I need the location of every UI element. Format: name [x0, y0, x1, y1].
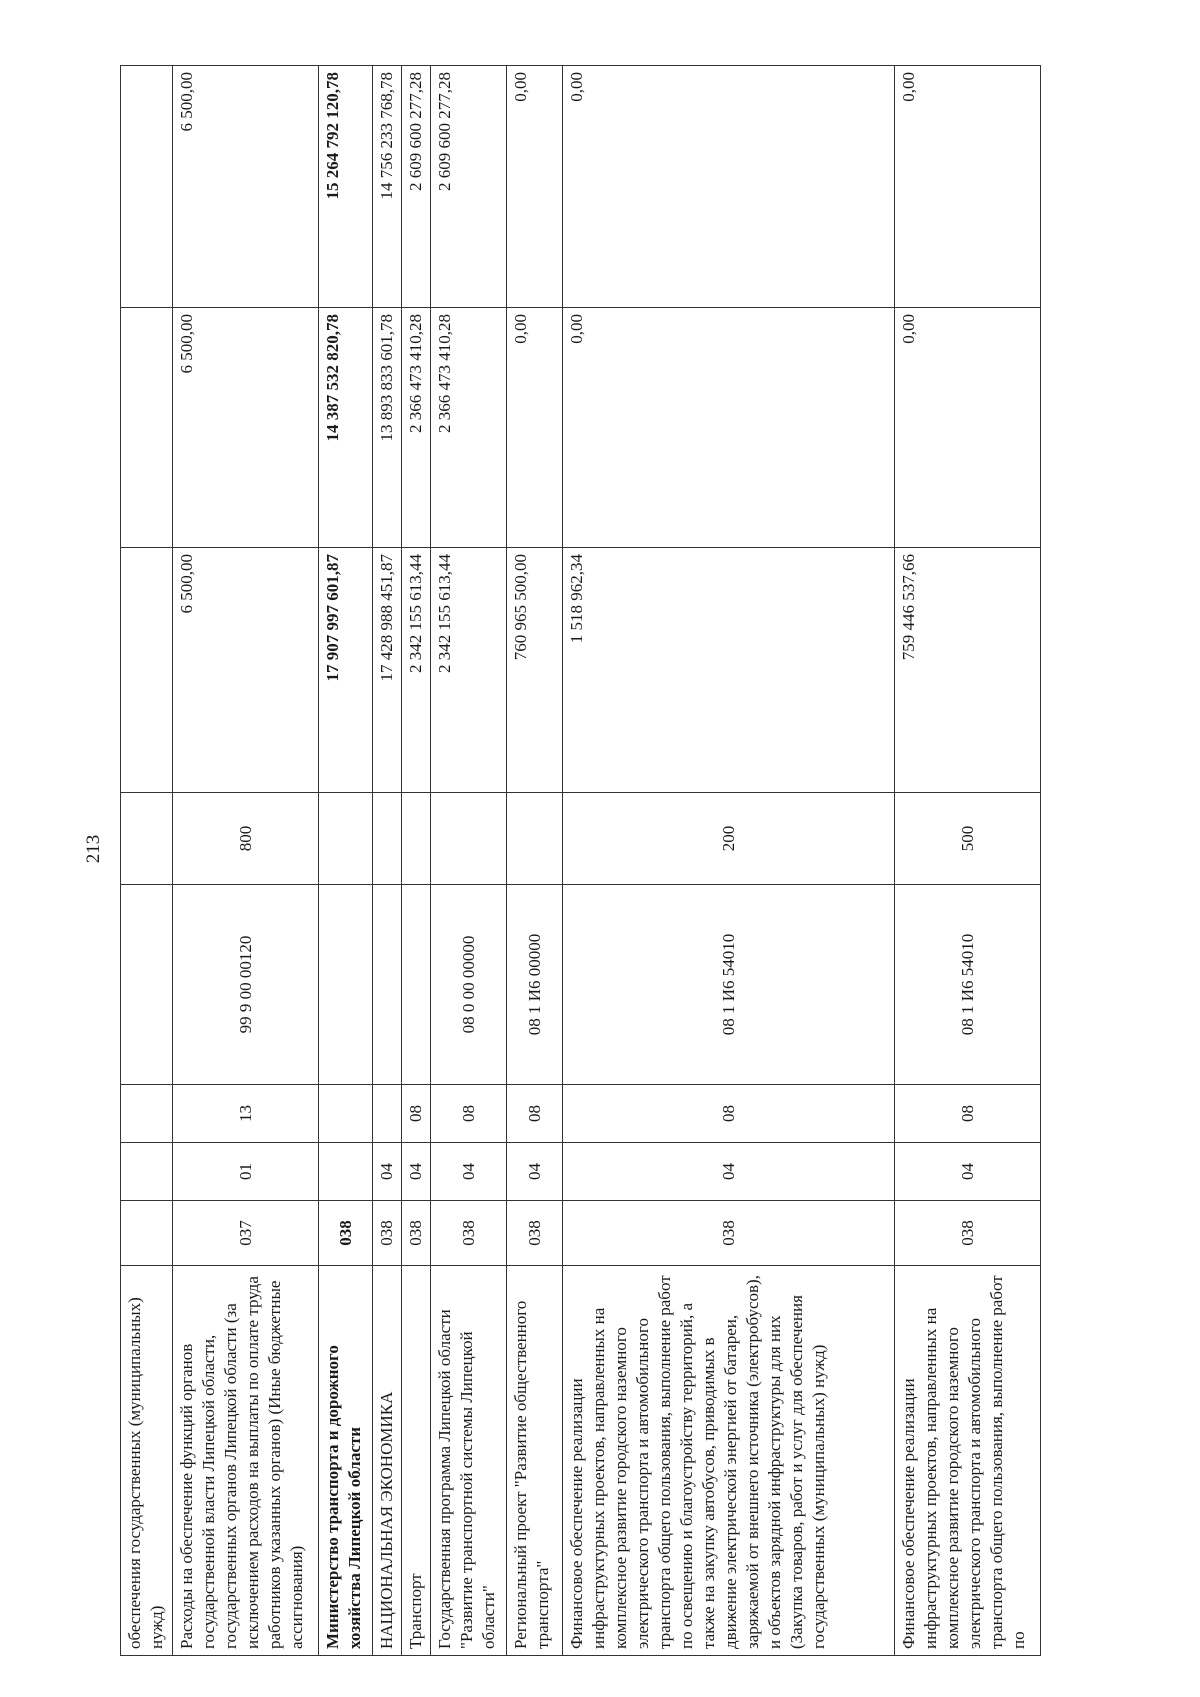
row-sum-2: 13 893 833 601,78 — [373, 308, 402, 548]
row-rz: 04 — [895, 1143, 1041, 1201]
row-sum-2: 0,00 — [563, 308, 895, 548]
row-rz: 04 — [507, 1143, 563, 1201]
row-csr: 08 1 И6 00000 — [507, 885, 563, 1085]
row-rz: 01 — [173, 1143, 319, 1201]
row-pr: 13 — [173, 1085, 319, 1143]
row-name: Финансовое обеспечение реализации инфраструктурных проектов, направленных на комплексное развитие городского наземного электрического транспорта и автомобильного транспорта общего пользования, выполнение работ по — [895, 1266, 1041, 1656]
row-glava: 038 — [563, 1201, 895, 1266]
row-vr — [402, 793, 431, 885]
row-name: Региональный проект "Развитие общественного транспорта" — [507, 1266, 563, 1656]
row-name: Государственная программа Липецкой области "Развитие транспортной системы Липецкой области" — [431, 1266, 507, 1656]
table-row — [431, 66, 507, 1656]
row-sum-3: 14 756 233 768,78 — [373, 66, 402, 308]
row-glava: 038 — [319, 1201, 373, 1266]
row-pr: 08 — [402, 1085, 431, 1143]
row-rz: 04 — [563, 1143, 895, 1201]
row-csr: 99 9 00 00120 — [173, 885, 319, 1085]
row-sum-2: 0,00 — [507, 308, 563, 548]
row-pr: 08 — [563, 1085, 895, 1143]
row-glava: 038 — [895, 1201, 1041, 1266]
page-number: 213 — [83, 834, 104, 864]
table-row — [121, 66, 173, 1656]
row-sum-1: 2 342 155 613,44 — [431, 548, 507, 793]
row-sum-1: 17 428 988 451,87 — [373, 548, 402, 793]
row-csr — [121, 885, 173, 1085]
row-glava: 038 — [507, 1201, 563, 1266]
row-name: обеспечения государственных (муниципальных) нужд) — [121, 1266, 173, 1656]
table-row — [402, 66, 431, 1656]
row-sum-3: 6 500,00 — [173, 66, 319, 308]
row-name: Финансовое обеспечение реализации инфраструктурных проектов, направленных на комплексное развитие городского наземного электрического транспорта и автомобильного транспорта общего пользования, выполнение работ по освещению и благоустройству территорий, а также на закупку автобусов, приводимых в движение электрической энергией от батареи, заряжаемой от внешнего источника (электробусов), и объектов зарядной инфраструктуры для них (Закупка товаров, работ и услуг для обеспечения государственных (муниципальных) нужд) — [563, 1266, 895, 1656]
row-name: Расходы на обеспечение функций органов государственной власти Липецкой области, государственных органов Липецкой области (за исключением расходов на выплаты по оплате труда работников указанных органов) (Иные бюджетные ассигнования) — [173, 1266, 319, 1656]
row-sum-1: 1 518 962,34 — [563, 548, 895, 793]
row-rz — [319, 1143, 373, 1201]
row-rz: 04 — [431, 1143, 507, 1201]
row-pr — [121, 1085, 173, 1143]
row-sum-1: 6 500,00 — [173, 548, 319, 793]
row-glava: 038 — [402, 1201, 431, 1266]
table-row — [895, 66, 1041, 1656]
row-sum-3: 2 609 600 277,28 — [431, 66, 507, 308]
row-sum-1: 2 342 155 613,44 — [402, 548, 431, 793]
row-pr: 08 — [507, 1085, 563, 1143]
table-row — [563, 66, 895, 1656]
row-sum-2 — [121, 308, 173, 548]
row-vr: 800 — [173, 793, 319, 885]
row-name: НАЦИОНАЛЬНАЯ ЭКОНОМИКА — [373, 1266, 402, 1656]
row-sum-1: 17 907 997 601,87 — [319, 548, 373, 793]
row-vr — [373, 793, 402, 885]
row-glava: 037 — [173, 1201, 319, 1266]
row-glava — [121, 1201, 173, 1266]
row-sum-2: 6 500,00 — [173, 308, 319, 548]
row-vr: 200 — [563, 793, 895, 885]
row-name: Транспорт — [402, 1266, 431, 1656]
row-sum-3: 15 264 792 120,78 — [319, 66, 373, 308]
row-sum-3: 0,00 — [507, 66, 563, 308]
row-sum-1: 760 965 500,00 — [507, 548, 563, 793]
row-vr — [319, 793, 373, 885]
row-glava: 038 — [431, 1201, 507, 1266]
row-pr — [319, 1085, 373, 1143]
row-sum-2: 2 366 473 410,28 — [431, 308, 507, 548]
row-sum-2: 14 387 532 820,78 — [319, 308, 373, 548]
row-sum-3: 0,00 — [895, 66, 1041, 308]
row-sum-1: 759 446 537,66 — [895, 548, 1041, 793]
budget-table — [120, 65, 1041, 1656]
row-glava: 038 — [373, 1201, 402, 1266]
row-name: Министерство транспорта и дорожного хозяйства Липецкой области — [319, 1266, 373, 1656]
row-rz — [121, 1143, 173, 1201]
row-vr — [507, 793, 563, 885]
table-row — [507, 66, 563, 1656]
rotated-budget-table-container — [120, 66, 1182, 1656]
row-rz: 04 — [402, 1143, 431, 1201]
row-csr: 08 1 И6 54010 — [895, 885, 1041, 1085]
row-rz: 04 — [373, 1143, 402, 1201]
row-sum-2: 0,00 — [895, 308, 1041, 548]
row-vr: 500 — [895, 793, 1041, 885]
row-vr — [121, 793, 173, 885]
row-pr: 08 — [895, 1085, 1041, 1143]
row-sum-2: 2 366 473 410,28 — [402, 308, 431, 548]
row-pr — [373, 1085, 402, 1143]
row-csr — [319, 885, 373, 1085]
table-row — [373, 66, 402, 1656]
row-pr: 08 — [431, 1085, 507, 1143]
row-sum-1 — [121, 548, 173, 793]
row-csr — [373, 885, 402, 1085]
table-row — [173, 66, 319, 1656]
row-sum-3 — [121, 66, 173, 308]
row-csr: 08 0 00 00000 — [431, 885, 507, 1085]
row-csr — [402, 885, 431, 1085]
row-sum-3: 2 609 600 277,28 — [402, 66, 431, 308]
row-vr — [431, 793, 507, 885]
row-sum-3: 0,00 — [563, 66, 895, 308]
row-csr: 08 1 И6 54010 — [563, 885, 895, 1085]
table-row — [319, 66, 373, 1656]
